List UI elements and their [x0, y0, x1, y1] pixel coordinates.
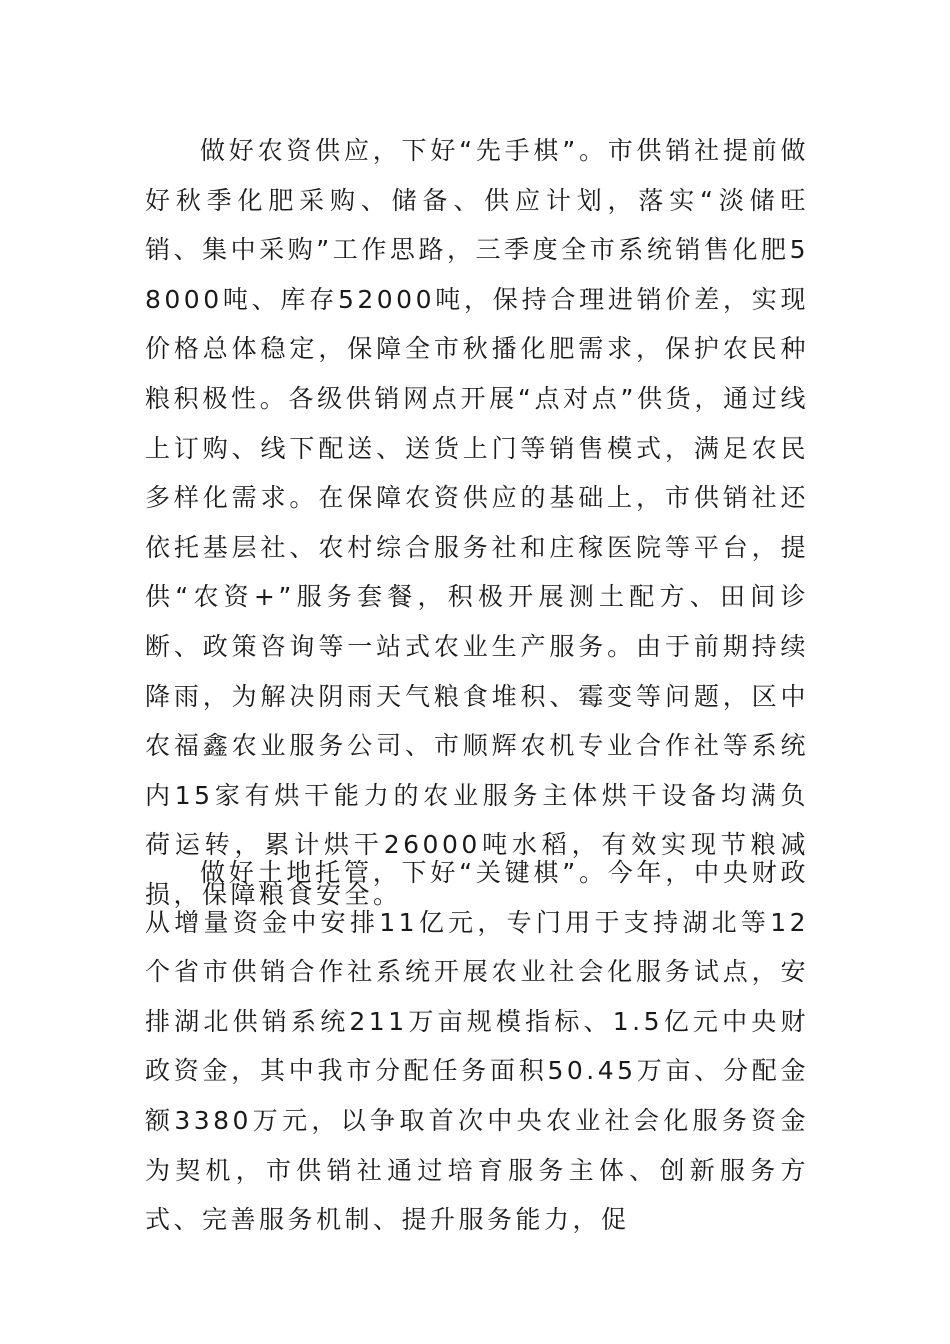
paragraph-land-trusteeship: 做好土地托管，下好“关键棋”。今年，中央财政从增量资金中安排11亿元，专门用于支持湖北等12个省市供销合作社系统开展农业社会化服务试点，安排湖北供销系统211万亩规模指标、1.5亿元中央财政资金，其中我市分配任务面积50.45万亩、分配金额3380万元，以争取首次中央农业社会化服务资金为契机，市供销社通过培育服务主体、创新服务方式、完善服务机制、提升服务能力，促 [145, 858, 809, 1235]
paragraph-agricultural-supplies: 做好农资供应，下好“先手棋”。市供销社提前做好秋季化肥采购、储备、供应计划，落实“淡储旺销、集中采购”工作思路，三季度全市系统销售化肥58000吨、库存52000吨，保持合理进销价差，实现价格总体稳定，保障全市秋播化肥需求，保护农民种粮积极性。各级供销网点开展“点对点”供货，通过线上订购、线下配送、送货上门等销售模式，满足农民多样化需求。在保障农资供应的基础上，市供销社还依托基层社、农村综合服务社和庄稼医院等平台，提供“农资+”服务套餐，积极开展测土配方、田间诊断、政策咨询等一站式农业生产服务。由于前期持续降雨，为解决阴雨天气粮食堆积、霉变等问题，区中农福鑫农业服务公司、市顺辉农机专业合作社等系统内15家有烘干能力的农业服务主体烘干设备均满负荷运转，累计烘干26000吨水稻，有效实现节粮减损，保障粮食安全。 [145, 136, 809, 909]
